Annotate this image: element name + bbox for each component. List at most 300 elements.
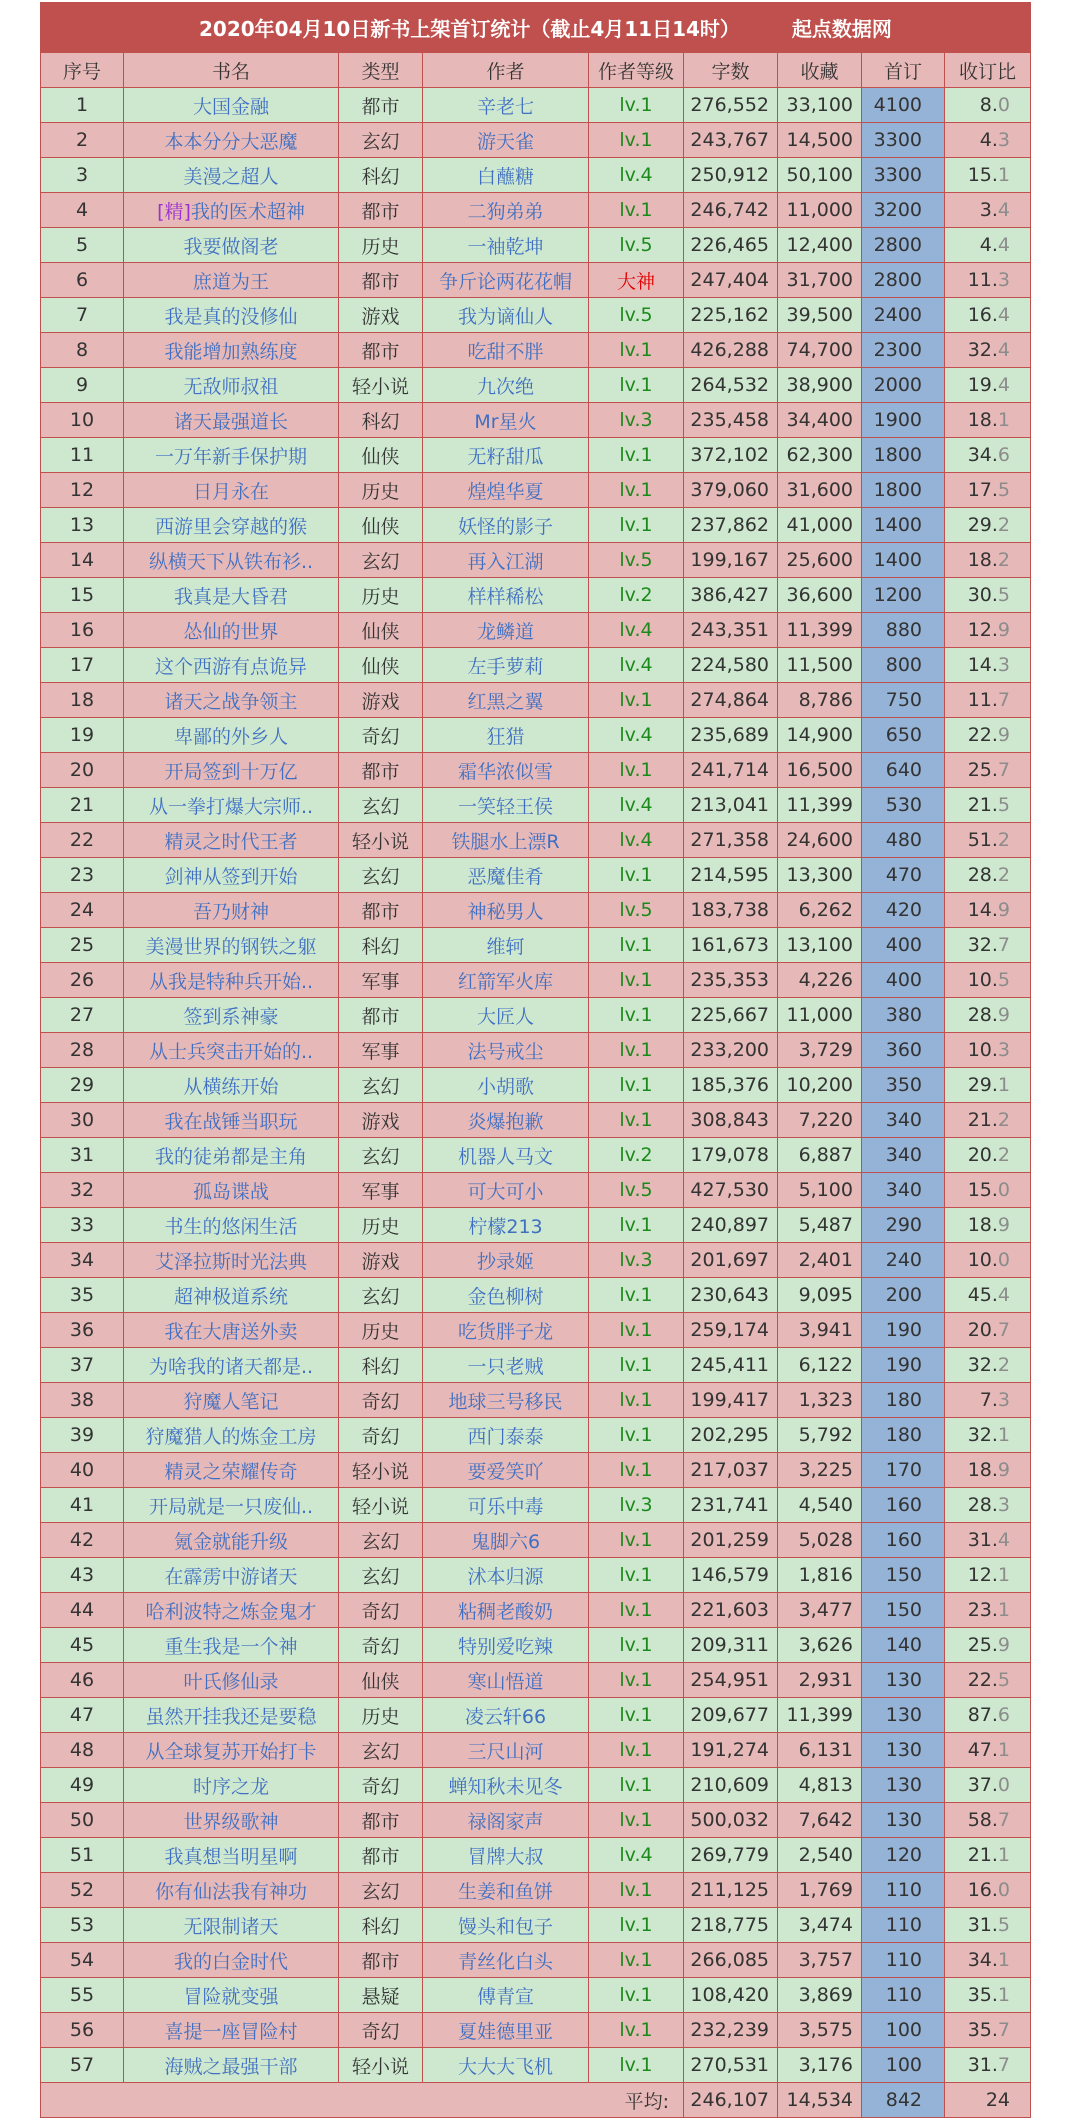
ratio-decimal: 2 [997,1354,1011,1376]
ratio-int: 47. [967,1739,998,1761]
book-title-link[interactable] [124,263,339,298]
table-row [41,1453,1031,1488]
author-link[interactable]: 红箭军火库 [423,963,589,998]
word-count: 224,580 [684,648,778,683]
author-link[interactable]: 争斤论两花花帽 [423,263,589,298]
first-subscriptions: 470 [862,858,945,893]
fav-sub-ratio [945,1173,1031,1208]
ratio-decimal: 1 [997,1844,1011,1866]
word-count: 202,295 [684,1418,778,1453]
table-row [41,368,1031,403]
fav-sub-ratio [945,578,1031,613]
author-link[interactable]: 特别爱吃辣 [423,1628,589,1663]
table-row [41,543,1031,578]
first-subscriptions: 380 [862,998,945,1033]
row-number: 13 [41,508,124,543]
row-number: 8 [41,333,124,368]
author-link[interactable]: 蝉知秋未见冬 [423,1768,589,1803]
table-row [41,1348,1031,1383]
author-level: lv.2 [589,1138,684,1173]
ratio-int: 12. [967,619,998,641]
table-row [41,2048,1031,2083]
favorites-count: 11,399 [778,613,862,648]
author-level: lv.4 [589,718,684,753]
fav-sub-ratio [945,823,1031,858]
book-title: 狩魔猎人的炼金工房 [145,1425,317,1448]
first-subscriptions: 2000 [862,368,945,403]
author-link[interactable]: 机器人马文 [423,1138,589,1173]
book-title-link[interactable] [124,1313,339,1348]
book-title-link[interactable] [124,1068,339,1103]
favorites-count: 11,500 [778,648,862,683]
author-link[interactable]: 凌云轩66 [423,1698,589,1733]
author-link[interactable]: Mr星火 [423,403,589,438]
author-link[interactable]: 禄阁家声 [423,1803,589,1838]
ratio-int: 15. [967,1179,998,1201]
genre: 玄幻 [339,1523,423,1558]
book-title-link[interactable] [124,963,339,998]
genre: 仙侠 [339,438,423,473]
first-subscriptions: 3300 [862,158,945,193]
favorites-count: 2,931 [778,1663,862,1698]
favorites-count: 1,816 [778,1558,862,1593]
author-level: lv.1 [589,858,684,893]
author-link[interactable]: 金色柳树 [423,1278,589,1313]
word-count: 386,427 [684,578,778,613]
ratio-decimal: 9 [997,1004,1011,1026]
book-title-link[interactable] [124,333,339,368]
word-count: 270,531 [684,2048,778,2083]
first-subscriptions: 190 [862,1348,945,1383]
fav-sub-ratio [945,438,1031,473]
first-subscriptions: 130 [862,1803,945,1838]
book-title-link[interactable] [124,683,339,718]
book-title-link[interactable] [124,1453,339,1488]
book-title-link[interactable] [124,1873,339,1908]
author-level: lv.1 [589,683,684,718]
author-link[interactable]: 炎爆抱歉 [423,1103,589,1138]
genre: 玄幻 [339,788,423,823]
author-level: lv.4 [589,788,684,823]
book-title-link[interactable] [124,1978,339,2013]
table-row [41,1383,1031,1418]
book-title-link[interactable] [124,438,339,473]
ratio-decimal: 9 [997,1459,1011,1481]
book-title-link[interactable] [124,2013,339,2048]
row-number: 46 [41,1663,124,1698]
ratio-decimal: 2 [997,514,1011,536]
word-count: 209,311 [684,1628,778,1663]
col-header-no[interactable]: 序号 [41,53,124,88]
author-link[interactable]: 妖怪的影子 [423,508,589,543]
table-row [41,1663,1031,1698]
author-level: lv.3 [589,1488,684,1523]
author-link[interactable]: 狂猎 [423,718,589,753]
author-level: lv.1 [589,963,684,998]
author-link[interactable]: 红黑之翼 [423,683,589,718]
fav-sub-ratio [945,1628,1031,1663]
row-number: 26 [41,963,124,998]
author-link[interactable]: 神秘男人 [423,893,589,928]
book-title-link[interactable] [124,1768,339,1803]
genre: 历史 [339,1698,423,1733]
ratio-int: 8. [979,94,998,116]
col-header-author[interactable]: 作者 [423,53,589,88]
author-link[interactable]: 龙鳞道 [423,613,589,648]
word-count: 243,767 [684,123,778,158]
book-title-link[interactable] [124,1523,339,1558]
book-title-link[interactable] [124,1943,339,1978]
word-count: 218,775 [684,1908,778,1943]
author-link[interactable]: 生姜和鱼饼 [423,1873,589,1908]
book-title-link[interactable] [124,1488,339,1523]
book-title-link[interactable] [124,753,339,788]
fav-sub-ratio [945,333,1031,368]
book-title-link[interactable] [124,823,339,858]
author-level: lv.1 [589,88,684,123]
fav-sub-ratio [945,1418,1031,1453]
book-title-link[interactable] [124,718,339,753]
row-number: 48 [41,1733,124,1768]
author-link[interactable]: 小胡歌 [423,1068,589,1103]
author-link[interactable]: 粘稠老酸奶 [423,1593,589,1628]
genre: 仙侠 [339,648,423,683]
book-title-link[interactable] [124,473,339,508]
word-count: 209,677 [684,1698,778,1733]
author-link[interactable]: 恶魔佳肴 [423,858,589,893]
ratio-decimal: 9 [997,619,1011,641]
genre: 玄幻 [339,1558,423,1593]
fav-sub-ratio [945,403,1031,438]
ratio-int: 14. [967,654,998,676]
first-subscriptions: 130 [862,1663,945,1698]
book-title-link[interactable] [124,543,339,578]
genre: 奇幻 [339,1593,423,1628]
author-level: lv.1 [589,2013,684,2048]
ratio-decimal: 4 [997,199,1011,221]
word-count: 271,358 [684,823,778,858]
first-subscriptions: 530 [862,788,945,823]
col-header-genre[interactable]: 类型 [339,53,423,88]
col-header-level[interactable]: 作者等级 [589,53,684,88]
book-title: 你有仙法我有神功 [154,1880,307,1903]
fav-sub-ratio [945,1908,1031,1943]
author-link[interactable]: 辛老七 [423,88,589,123]
book-title-link[interactable] [124,1698,339,1733]
fav-sub-ratio [945,858,1031,893]
table-row [41,788,1031,823]
book-title-link[interactable] [124,1418,339,1453]
row-number: 49 [41,1768,124,1803]
first-subscriptions: 480 [862,823,945,858]
author-link[interactable]: 一只老贼 [423,1348,589,1383]
ratio-int: 7. [979,1389,998,1411]
row-number: 51 [41,1838,124,1873]
genre: 科幻 [339,928,423,963]
fav-sub-ratio [945,298,1031,333]
author-level: lv.1 [589,998,684,1033]
col-header-sub[interactable]: 首订 [862,53,945,88]
author-link[interactable]: 法号戒尘 [423,1033,589,1068]
first-subscriptions: 160 [862,1488,945,1523]
word-count: 217,037 [684,1453,778,1488]
col-header-ratio[interactable]: 收订比 [945,53,1031,88]
fav-sub-ratio [945,963,1031,998]
table-row [41,1068,1031,1103]
book-title: 美漫世界的钢铁之躯 [145,935,317,958]
ratio-int: 29. [967,514,998,536]
genre: 仙侠 [339,508,423,543]
genre: 游戏 [339,1243,423,1278]
author-link[interactable]: 沭本归源 [423,1558,589,1593]
table-row [41,228,1031,263]
first-subscriptions: 100 [862,2048,945,2083]
row-number: 42 [41,1523,124,1558]
author-link[interactable]: 大匠人 [423,998,589,1033]
author-link[interactable]: 我为谪仙人 [423,298,589,333]
author-level: lv.1 [589,1943,684,1978]
book-title-link[interactable] [124,928,339,963]
row-number: 37 [41,1348,124,1383]
favorites-count: 3,575 [778,2013,862,2048]
book-title-link[interactable] [124,1558,339,1593]
author-link[interactable]: 游天雀 [423,123,589,158]
genre: 都市 [339,193,423,228]
word-count: 225,667 [684,998,778,1033]
ratio-int: 34. [967,1949,998,1971]
author-link[interactable]: 要爱笑吖 [423,1453,589,1488]
row-number: 20 [41,753,124,788]
ratio-decimal: 7 [997,759,1011,781]
author-link[interactable]: 铁腿水上漂R [423,823,589,858]
author-link[interactable]: 傅青宣 [423,1978,589,2013]
book-title: 氪金就能升级 [173,1530,288,1553]
book-title-link[interactable] [124,578,339,613]
fav-sub-ratio [945,1488,1031,1523]
ratio-int: 4. [979,129,998,151]
col-header-fav[interactable]: 收藏 [778,53,862,88]
row-number: 45 [41,1628,124,1663]
book-title: 诸天最强道长 [173,410,288,433]
row-number: 25 [41,928,124,963]
book-title-link[interactable] [124,298,339,333]
table-row [41,753,1031,788]
ratio-int: 21. [967,794,998,816]
author-link[interactable]: 一笑轻王侯 [423,788,589,823]
author-link[interactable]: 馒头和包子 [423,1908,589,1943]
favorites-count: 5,100 [778,1173,862,1208]
book-title-link[interactable] [124,1033,339,1068]
ratio-decimal: 0 [997,1179,1011,1201]
col-header-book[interactable]: 书名 [124,53,339,88]
author-link[interactable]: 左手萝莉 [423,648,589,683]
author-level: lv.1 [589,1208,684,1243]
author-level: lv.1 [589,1103,684,1138]
fav-sub-ratio [945,2013,1031,2048]
book-title-link[interactable] [124,2048,339,2083]
author-level: lv.1 [589,1663,684,1698]
book-title-link[interactable] [124,88,339,123]
book-title-link[interactable] [124,368,339,403]
fav-sub-ratio [945,1278,1031,1313]
genre: 都市 [339,893,423,928]
genre: 奇幻 [339,1383,423,1418]
author-level: lv.1 [589,508,684,543]
book-title: 诸天之战争领主 [164,690,298,713]
ratio-int: 11. [967,689,998,711]
ratio-int: 4. [979,234,998,256]
author-link[interactable]: 煌煌华夏 [423,473,589,508]
first-subscriptions: 420 [862,893,945,928]
title-cell [41,3,1031,53]
author-link[interactable]: 再入江湖 [423,543,589,578]
author-link[interactable]: 维轲 [423,928,589,963]
author-link[interactable]: 霜华浓似雪 [423,753,589,788]
author-link[interactable]: 吃甜不胖 [423,333,589,368]
author-link[interactable]: 地球三号移民 [423,1383,589,1418]
first-subscriptions: 180 [862,1383,945,1418]
ratio-int: 34. [967,444,998,466]
book-title-link[interactable] [124,858,339,893]
first-subscriptions: 2800 [862,263,945,298]
book-title-link[interactable] [124,613,339,648]
source-label: 起点数据网 [791,17,892,41]
author-link[interactable]: 样样稀松 [423,578,589,613]
word-count: 426,288 [684,333,778,368]
row-number: 17 [41,648,124,683]
first-subscriptions: 150 [862,1558,945,1593]
book-title-link[interactable] [124,123,339,158]
genre: 都市 [339,1838,423,1873]
favorites-count: 3,729 [778,1033,862,1068]
genre: 科幻 [339,158,423,193]
book-title-link[interactable] [124,1173,339,1208]
book-title: 我能增加熟练度 [164,340,298,363]
book-title-link[interactable] [124,1138,339,1173]
table-row [41,1943,1031,1978]
table-row [41,1873,1031,1908]
favorites-count: 41,000 [778,508,862,543]
author-link[interactable]: 九次绝 [423,368,589,403]
fav-sub-ratio [945,753,1031,788]
author-link[interactable]: 吃货胖子龙 [423,1313,589,1348]
first-subscriptions: 400 [862,928,945,963]
book-title-link[interactable] [124,1103,339,1138]
book-title-link[interactable] [124,648,339,683]
book-title-link[interactable] [124,193,339,228]
book-title-link[interactable] [124,998,339,1033]
fav-sub-ratio [945,1313,1031,1348]
book-title-link[interactable] [124,1628,339,1663]
author-link[interactable]: 青丝化白头 [423,1943,589,1978]
author-level: lv.1 [589,1978,684,2013]
book-title-link[interactable] [124,1908,339,1943]
author-link[interactable]: 可大可小 [423,1173,589,1208]
first-subscriptions: 170 [862,1453,945,1488]
book-title-link[interactable] [124,1803,339,1838]
first-subscriptions: 400 [862,963,945,998]
book-title-link[interactable] [124,1593,339,1628]
author-link[interactable]: 白蘸糖 [423,158,589,193]
word-count: 427,530 [684,1173,778,1208]
genre: 游戏 [339,683,423,718]
row-number: 18 [41,683,124,718]
author-link[interactable]: 西门泰泰 [423,1418,589,1453]
author-link[interactable]: 夏娃德里亚 [423,2013,589,2048]
book-title: 从士兵突击开始的.. [148,1040,314,1063]
ratio-int: 31. [967,2054,998,2076]
book-title-link[interactable] [124,1348,339,1383]
book-title-link[interactable] [124,1663,339,1698]
ratio-int: 32. [967,1354,998,1376]
table-row [41,613,1031,648]
fav-sub-ratio [945,473,1031,508]
ratio-decimal: 7 [997,2054,1011,2076]
favorites-count: 7,220 [778,1103,862,1138]
author-link[interactable]: 寒山悟道 [423,1663,589,1698]
author-link[interactable]: 抄录姬 [423,1243,589,1278]
book-title-link[interactable] [124,158,339,193]
author-link[interactable]: 鬼脚六6 [423,1523,589,1558]
book-title: 精灵之时代王者 [164,830,298,853]
author-link[interactable]: 无籽甜瓜 [423,438,589,473]
favorites-count: 3,477 [778,1593,862,1628]
book-title-link[interactable] [124,1278,339,1313]
author-link[interactable]: 可乐中毒 [423,1488,589,1523]
book-title-link[interactable] [124,1243,339,1278]
table-row [41,1488,1031,1523]
book-title-link[interactable] [124,1383,339,1418]
book-title: 本本分分大恶魔 [164,130,298,153]
fav-sub-ratio [945,928,1031,963]
ratio-decimal: 3 [997,654,1011,676]
favorites-count: 13,300 [778,858,862,893]
ratio-int: 25. [967,759,998,781]
book-title-link[interactable] [124,788,339,823]
author-link[interactable]: 三尺山河 [423,1733,589,1768]
first-subscriptions: 880 [862,613,945,648]
favorites-count: 7,642 [778,1803,862,1838]
fav-sub-ratio [945,718,1031,753]
book-title-link[interactable] [124,1208,339,1243]
author-link[interactable]: 柠檬213 [423,1208,589,1243]
book-title: 超神极道系统 [173,1285,288,1308]
book-title-link[interactable] [124,508,339,543]
book-title-link[interactable] [124,1733,339,1768]
ratio-int: 18. [967,549,998,571]
fav-sub-ratio [945,1523,1031,1558]
book-title-link[interactable] [124,228,339,263]
fav-sub-ratio [945,1593,1031,1628]
table-row [41,88,1031,123]
book-title-link[interactable] [124,1838,339,1873]
book-title-link[interactable] [124,893,339,928]
favorites-count: 11,399 [778,1698,862,1733]
author-link[interactable]: 大大大飞机 [423,2048,589,2083]
author-link[interactable]: 二狗弟弟 [423,193,589,228]
ratio-int: 12. [967,1564,998,1586]
fav-sub-ratio [945,1768,1031,1803]
author-link[interactable]: 一袖乾坤 [423,228,589,263]
book-title: 无敌师叔祖 [183,375,279,398]
book-title-link[interactable] [124,403,339,438]
col-header-words[interactable]: 字数 [684,53,778,88]
word-count: 240,897 [684,1208,778,1243]
favorites-count: 4,813 [778,1768,862,1803]
favorites-count: 1,769 [778,1873,862,1908]
author-link[interactable]: 冒牌大叔 [423,1838,589,1873]
book-title: 在霹雳中游诸天 [164,1565,298,1588]
